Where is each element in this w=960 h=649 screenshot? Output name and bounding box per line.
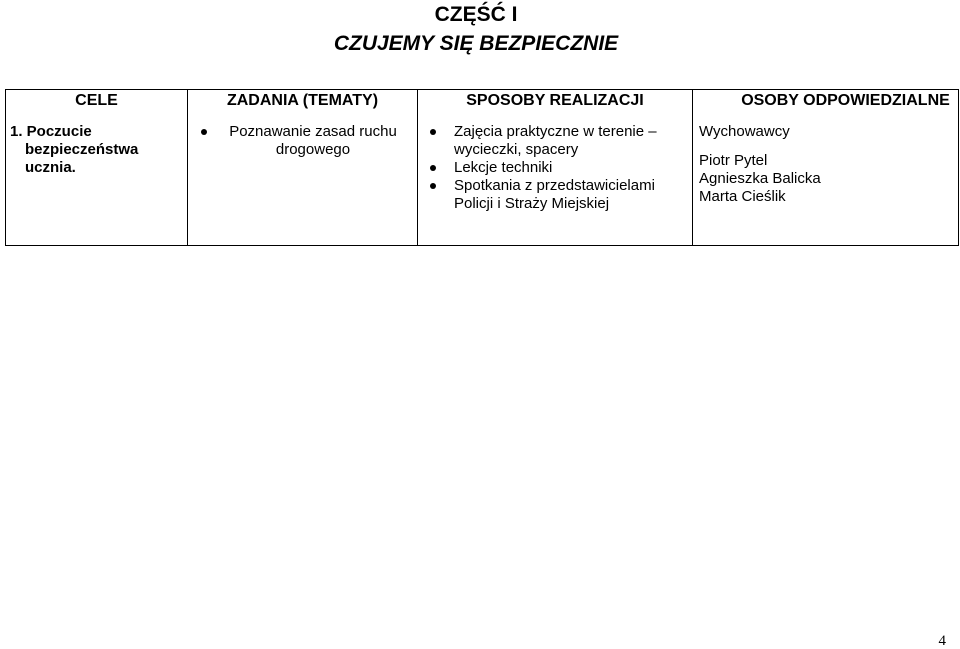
part-title: CZĘŚĆ I <box>434 3 518 26</box>
bullet-icon <box>430 129 436 135</box>
list-item <box>418 177 679 213</box>
person-name: Wychowawcy <box>699 123 790 140</box>
table-header-row <box>6 90 959 124</box>
method-text: Lekcje techniki <box>454 159 553 176</box>
method-cell <box>418 123 693 246</box>
method-text: Spotkania z przedstawicielami Policji i Straży Miejskiej <box>454 177 655 212</box>
list-item <box>188 123 417 159</box>
list-item <box>418 159 692 177</box>
header-persons: OSOBY ODPOWIEDZIALNE <box>693 90 959 124</box>
page-number: 4 <box>938 633 946 649</box>
goal-line: ucznia. <box>25 159 76 176</box>
task-list <box>188 123 417 159</box>
goal-line: bezpieczeństwa <box>25 141 139 158</box>
task-cell <box>188 123 418 246</box>
plan-table <box>5 89 959 246</box>
person-name: Agnieszka Balicka <box>699 170 821 187</box>
goal-line: 1. Poczucie <box>10 123 92 140</box>
table-row <box>6 123 959 246</box>
method-text: Zajęcia praktyczne w terenie – wycieczki, spacery <box>454 123 657 158</box>
header-tasks: ZADANIA (TEMATY) <box>188 90 418 124</box>
header-goals: CELE <box>6 90 188 124</box>
goal-cell <box>6 123 188 246</box>
person-name: Piotr Pytel <box>699 152 768 169</box>
method-list <box>418 123 692 213</box>
persons-cell <box>693 123 959 246</box>
list-item <box>418 123 674 159</box>
bullet-icon <box>430 183 436 189</box>
section-title: CZUJEMY SIĘ BEZPIECZNIE <box>333 32 619 55</box>
task-text: Poznawanie zasad ruchu drogowego <box>229 123 397 158</box>
bullet-icon <box>430 165 436 171</box>
header-methods: SPOSOBY REALIZACJI <box>418 90 693 124</box>
person-name: Marta Cieślik <box>699 188 786 205</box>
bullet-icon <box>201 129 207 135</box>
